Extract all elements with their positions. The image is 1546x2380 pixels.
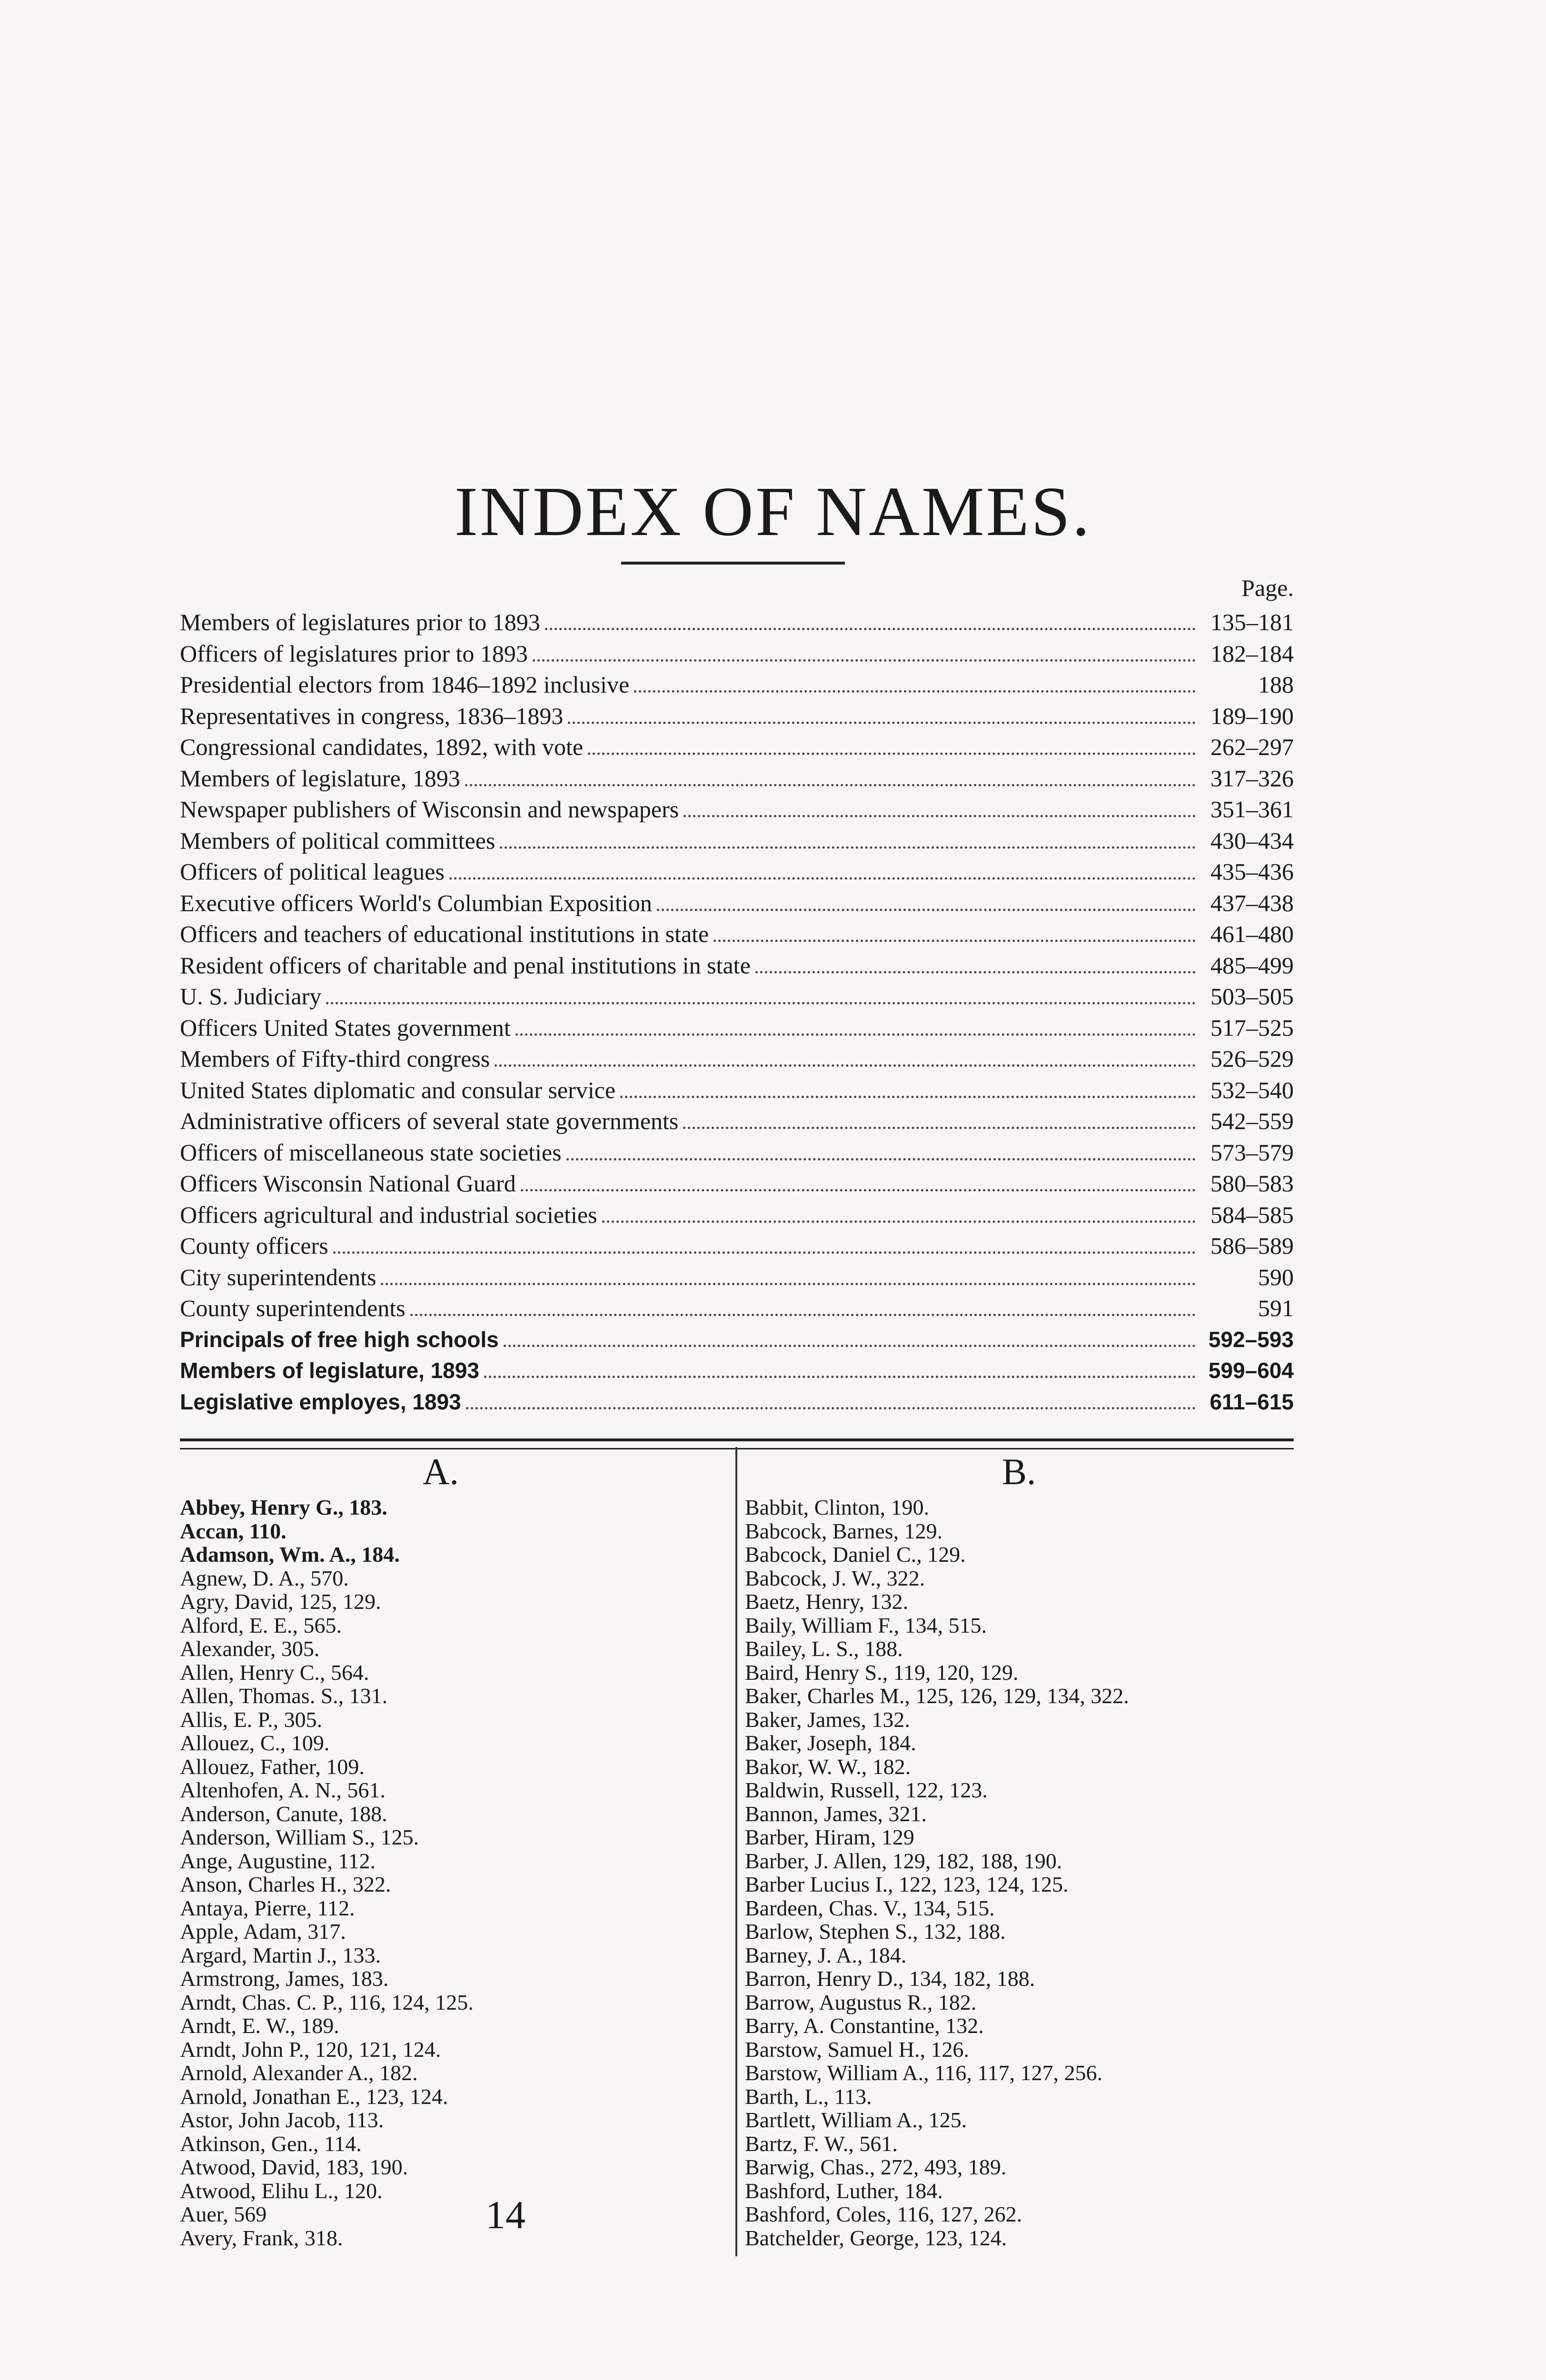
list-item: Argard, Martin J., 133. bbox=[180, 1943, 381, 1967]
list-item: Astor, John Jacob, 113. bbox=[180, 2108, 384, 2132]
list-item: Anderson, Canute, 188. bbox=[180, 1801, 387, 1826]
toc-entry: Congressional candidates, 1892, with vote 262–297 bbox=[180, 734, 1294, 760]
column-b-entries bbox=[745, 1496, 1316, 2250]
list-item: Barber Lucius I., 122, 123, 124, 125. bbox=[745, 1872, 1069, 1896]
list-item: Allen, Thomas. S., 131. bbox=[180, 1684, 388, 1708]
toc-entry: Members of legislature, 1893 317–326 bbox=[180, 764, 1294, 792]
list-item: Baily, William F., 134, 515. bbox=[745, 1613, 987, 1637]
toc-entry: Legislative employes, 1893 611–615 bbox=[180, 1389, 1294, 1414]
list-item: Barstow, Samuel H., 126. bbox=[745, 2037, 970, 2062]
toc-entry: Officers of political leagues 435–436 bbox=[180, 858, 1294, 885]
list-item: Ange, Augustine, 112. bbox=[180, 1848, 376, 1873]
list-item: Allen, Henry C., 564. bbox=[180, 1660, 369, 1685]
list-item: Baetz, Henry, 132. bbox=[745, 1589, 909, 1614]
list-item: Bardeen, Chas. V., 134, 515. bbox=[745, 1895, 995, 1920]
list-item: Arndt, Chas. C. P., 116, 124, 125. bbox=[180, 1990, 474, 2014]
toc-entry: Resident officers of charitable and penal institutions in state 485–499 bbox=[180, 952, 1294, 979]
list-item: Barney, J. A., 184. bbox=[745, 1943, 907, 1967]
toc-entry: Officers Wisconsin National Guard 580–583 bbox=[180, 1170, 1294, 1197]
list-item: Bartlett, William A., 125. bbox=[745, 2108, 967, 2132]
list-item: Babbit, Clinton, 190. bbox=[745, 1495, 930, 1519]
column-a-heading: A. bbox=[423, 1451, 459, 1492]
column-b-heading: B. bbox=[1002, 1451, 1036, 1492]
list-item: Adamson, Wm. A., 184. bbox=[180, 1542, 400, 1567]
list-item: Barry, A. Constantine, 132. bbox=[745, 2013, 984, 2038]
list-item: Anderson, William S., 125. bbox=[180, 1825, 419, 1849]
list-item: Alexander, 305. bbox=[180, 1636, 320, 1661]
toc-entry: County superintendents 591 bbox=[180, 1295, 1294, 1321]
toc-entry: United States diplomatic and consular service 532–540 bbox=[180, 1076, 1294, 1103]
toc-entry: Executive officers World's Columbian Exposition 437–438 bbox=[180, 889, 1294, 916]
list-item: Babcock, Daniel C., 129. bbox=[745, 1542, 966, 1567]
index-title: INDEX OF NAMES. bbox=[454, 473, 1092, 551]
list-item: Baldwin, Russell, 122, 123. bbox=[745, 1778, 988, 1802]
list-item: Barstow, William A., 116, 117, 127, 256. bbox=[745, 2061, 1103, 2085]
list-item: Barron, Henry D., 134, 182, 188. bbox=[745, 1966, 1035, 1991]
list-item: Barrow, Augustus R., 182. bbox=[745, 1990, 977, 2014]
list-item: Arndt, John P., 120, 121, 124. bbox=[180, 2037, 441, 2062]
list-item: Atkinson, Gen., 114. bbox=[180, 2131, 362, 2156]
list-item: Abbey, Henry G., 183. bbox=[180, 1495, 387, 1519]
toc-entry: Officers agricultural and industrial societies 584–585 bbox=[180, 1201, 1294, 1228]
list-item: Babcock, J. W., 322. bbox=[745, 1566, 925, 1590]
toc-entry: Presidential electors from 1846–1892 inclusive 188 bbox=[180, 671, 1294, 698]
list-item: Atwood, David, 183, 190. bbox=[180, 2155, 408, 2179]
page-number: 14 bbox=[486, 2193, 525, 2237]
list-item: Agnew, D. A., 570. bbox=[180, 1566, 349, 1590]
list-item: Altenhofen, A. N., 561. bbox=[180, 1778, 386, 1802]
list-item: Arnold, Jonathan E., 123, 124. bbox=[180, 2084, 448, 2109]
list-item: Allouez, C., 109. bbox=[180, 1731, 330, 1755]
list-item: Allis, E. P., 305. bbox=[180, 1707, 323, 1732]
list-item: Barth, L., 113. bbox=[745, 2084, 872, 2109]
column-divider bbox=[735, 1447, 737, 2256]
list-item: Bakor, W. W., 182. bbox=[745, 1754, 911, 1779]
title-rule bbox=[621, 562, 845, 565]
list-item: Bashford, Luther, 184. bbox=[745, 2178, 943, 2203]
list-item: Baker, James, 132. bbox=[745, 1707, 910, 1732]
toc-entry: Members of legislatures prior to 1893 135–181 bbox=[180, 609, 1294, 635]
toc-entry: Administrative officers of several state governments 542–559 bbox=[180, 1108, 1294, 1134]
toc-entry: City superintendents 590 bbox=[180, 1263, 1294, 1290]
list-item: Bannon, James, 321. bbox=[745, 1801, 927, 1826]
list-item: Anson, Charles H., 322. bbox=[180, 1872, 391, 1896]
list-item: Bashford, Coles, 116, 127, 262. bbox=[745, 2202, 1022, 2226]
toc-entry: Officers of miscellaneous state societies 573–579 bbox=[180, 1139, 1294, 1166]
toc-entry: Members of political committees 430–434 bbox=[180, 827, 1294, 854]
list-item: Arndt, E. W., 189. bbox=[180, 2013, 339, 2038]
list-item: Bartz, F. W., 561. bbox=[745, 2131, 898, 2156]
page-column-header: Page. bbox=[1241, 575, 1294, 601]
toc-entry: Members of legislature, 1893 599–604 bbox=[180, 1358, 1294, 1383]
list-item: Allouez, Father, 109. bbox=[180, 1754, 365, 1779]
list-item: Apple, Adam, 317. bbox=[180, 1919, 346, 1944]
list-item: Bailey, L. S., 188. bbox=[745, 1636, 903, 1661]
column-a-entries bbox=[180, 1496, 704, 2250]
toc-entry: Principals of free high schools 592–593 bbox=[180, 1327, 1294, 1352]
toc-entry: Officers and teachers of educational institutions in state 461–480 bbox=[180, 921, 1294, 947]
list-item: Babcock, Barnes, 129. bbox=[745, 1518, 943, 1543]
list-item: Batchelder, George, 123, 124. bbox=[745, 2225, 1007, 2250]
toc-entry: Representatives in congress, 1836–1893 189–190 bbox=[180, 702, 1294, 729]
toc-entry: U. S. Judiciary 503–505 bbox=[180, 983, 1294, 1010]
toc-entry: Officers United States government 517–525 bbox=[180, 1014, 1294, 1041]
list-item: Arnold, Alexander A., 182. bbox=[180, 2061, 418, 2085]
list-item: Agry, David, 125, 129. bbox=[180, 1589, 381, 1614]
list-item: Avery, Frank, 318. bbox=[180, 2225, 343, 2250]
list-item: Accan, 110. bbox=[180, 1518, 287, 1543]
list-item: Barber, J. Allen, 129, 182, 188, 190. bbox=[745, 1848, 1062, 1873]
list-item: Atwood, Elihu L., 120. bbox=[180, 2178, 383, 2203]
toc-list bbox=[180, 607, 1294, 1418]
list-item: Baker, Charles M., 125, 126, 129, 134, 322. bbox=[745, 1684, 1129, 1708]
toc-entry: Officers of legislatures prior to 1893 182–184 bbox=[180, 640, 1294, 667]
list-item: Antaya, Pierre, 112. bbox=[180, 1895, 355, 1920]
column-b bbox=[745, 1448, 1316, 2250]
list-item: Barlow, Stephen S., 132, 188. bbox=[745, 1919, 1006, 1944]
list-item: Armstrong, James, 183. bbox=[180, 1966, 389, 1991]
toc-entry: Members of Fifty-third congress 526–529 bbox=[180, 1045, 1294, 1072]
list-item: Barwig, Chas., 272, 493, 189. bbox=[745, 2155, 1007, 2179]
list-item: Alford, E. E., 565. bbox=[180, 1613, 342, 1637]
toc-entry: County officers 586–589 bbox=[180, 1232, 1294, 1259]
list-item: Baird, Henry S., 119, 120, 129. bbox=[745, 1660, 1019, 1685]
column-a bbox=[180, 1448, 704, 2250]
list-item: Auer, 569 bbox=[180, 2202, 267, 2226]
toc-entry: Newspaper publishers of Wisconsin and newspapers 351–361 bbox=[180, 796, 1294, 823]
list-item: Barber, Hiram, 129 bbox=[745, 1825, 914, 1849]
list-item: Baker, Joseph, 184. bbox=[745, 1731, 916, 1755]
